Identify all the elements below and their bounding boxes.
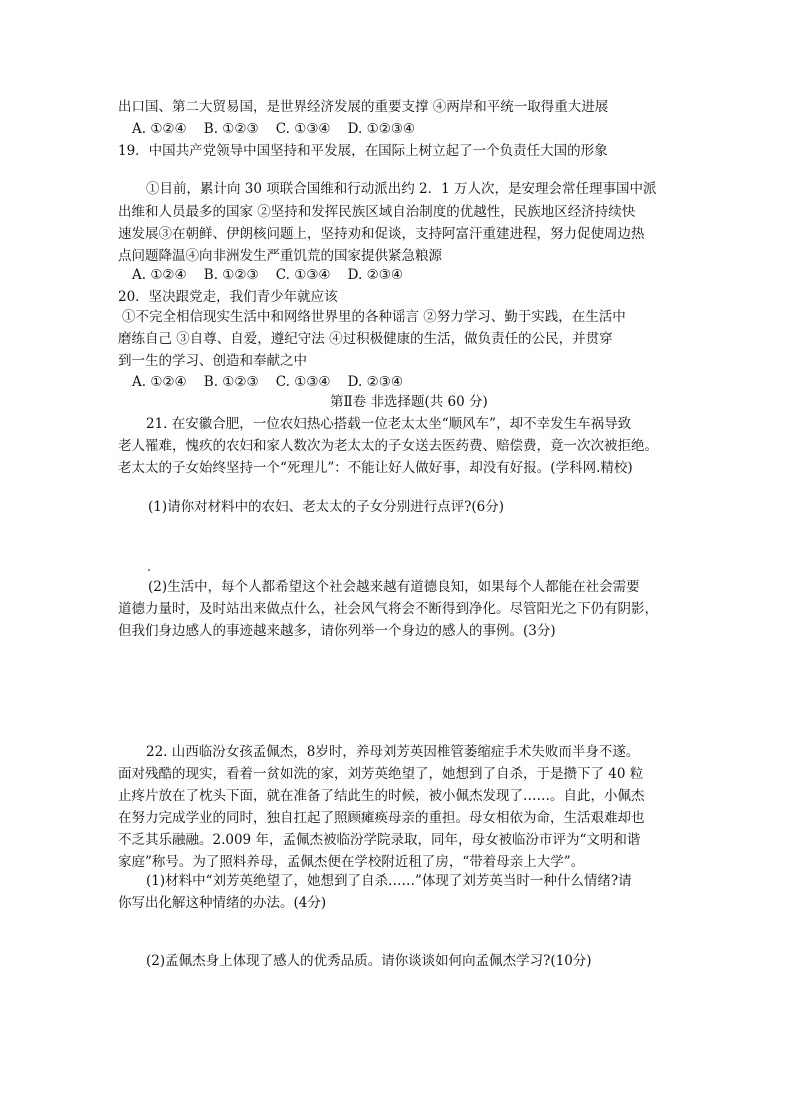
q19-body-line: 出维和人员最多的国家 ②坚持和发挥民族区域自治制度的优越性，民族地区经济持续快 <box>118 204 636 220</box>
q22-material-line: 家庭”称号。为了照料养母，孟佩杰便在学校附近租了房，“带着母亲上大学”。 <box>118 854 585 870</box>
q22-sub1-line: (1)材料中“刘芳英绝望了，她想到了自杀……”体现了刘芳英当时一种什么情绪?请 <box>146 873 632 889</box>
q22-material-line: 不乏其乐融融。2.009 年，孟佩杰被临汾学院录取，同年，母女被临汾市评为“文明和谐 <box>118 832 641 848</box>
q22-material-line: 在努力完成学业的同时，独自扛起了照顾瘫痪母亲的重担。母女相依为命，生活艰难却也 <box>118 810 645 826</box>
q21-sub1: (1)请你对材料中的农妇、老太太的子女分别进行点评?(6分) <box>148 499 504 515</box>
q21-sub2-line: (2)生活中，每个人都希望这个社会越来越有道德良知，如果每个人都能在社会需要 <box>148 579 640 595</box>
q20-body-line: ①不完全相信现实生活中和网络世界里的各种谣言 ②努力学习、勤于实践，在生活中 <box>122 309 626 325</box>
q22-sub1-line: 你写出化解这种情绪的办法。(4分) <box>118 895 327 911</box>
q20-body-line: 磨练自己 ③自尊、自爱，遵纪守法 ④过积极健康的生活，做负责任的公民，并贯穿 <box>118 331 613 347</box>
q18-options: A. ①②④ B. ①②③ C. ①③④ D. ①②③④ <box>132 121 416 137</box>
q22-material-line: 止疼片放在了枕头下面，就在准备了结此生的时候，被小佩杰发现了……。自此，小佩杰 <box>118 788 645 804</box>
q18-line-tail: 出口国、第二大贸易国，是世界经济发展的重要支撑 ④两岸和平统一取得重大进展 <box>118 99 609 115</box>
section2-title: 第Ⅱ卷 非选择题(共 60 分) <box>330 394 488 410</box>
q22-material-line: 面对残酷的现实，看着一贫如洗的家，刘芳英绝望了，她想到了自杀，于是攒下了 40 粒 <box>118 766 644 782</box>
stray-dot <box>148 569 150 571</box>
q19-body-line: 速发展③在朝鲜、伊朗核问题上，坚持劝和促谈，支持阿富汗重建进程，努力促使周边热 <box>118 226 645 242</box>
q19-body-line: ①目前，累计向 30 项联合国维和行动派出约 2．1 万人次，是安理会常任理事国中派 <box>146 181 657 197</box>
q19-body-line: 点问题降温④向非洲发生严重饥荒的国家提供紧急粮源 <box>118 248 442 264</box>
q21-material-line: 老太太的子女始终坚持一个“死理儿”：不能让好人做好事，却没有好报。(学科网.精校) <box>118 460 633 476</box>
q21-material-line: 老人罹难，愧疚的农妇和家人数次为老太太的子女送去医药费、赔偿费，竟一次次被拒绝。 <box>118 438 658 454</box>
q19-options: A. ①②④ B. ①②③ C. ①③④ D. ②③④ <box>132 267 403 283</box>
q22-material-line: 22. 山西临汾女孩孟佩杰，8岁时，养母刘芳英因椎管萎缩症手术失败而半身不遂。 <box>146 744 640 760</box>
q19-stem: 19．中国共产党领导中国坚持和平发展，在国际上树立起了一个负责任大国的形象 <box>118 143 608 159</box>
q21-sub2-line: 但我们身边感人的事迹越来越多，请你列举一个身边的感人的事例。(3分) <box>118 623 556 639</box>
q20-options: A. ①②④ B. ①②③ C. ①③④ D. ②③④ <box>132 374 403 390</box>
q21-sub2-line: 道德力量时，及时站出来做点什么，社会风气将会不断得到净化。尽管阳光之下仍有阴影， <box>118 601 658 617</box>
q21-material-line: 21. 在安徽合肥，一位农妇热心搭载一位老太太坐“顺风车”，却不幸发生车祸导致 <box>146 416 632 432</box>
q20-body-line: 到一生的学习、创造和奉献之中 <box>118 353 307 369</box>
q22-sub2: (2)孟佩杰身上体现了感人的优秀品质。请你谈谈如何向孟佩杰学习?(10分) <box>146 953 592 969</box>
q20-stem: 20．坚决跟党走，我们青少年就应该 <box>118 289 338 305</box>
